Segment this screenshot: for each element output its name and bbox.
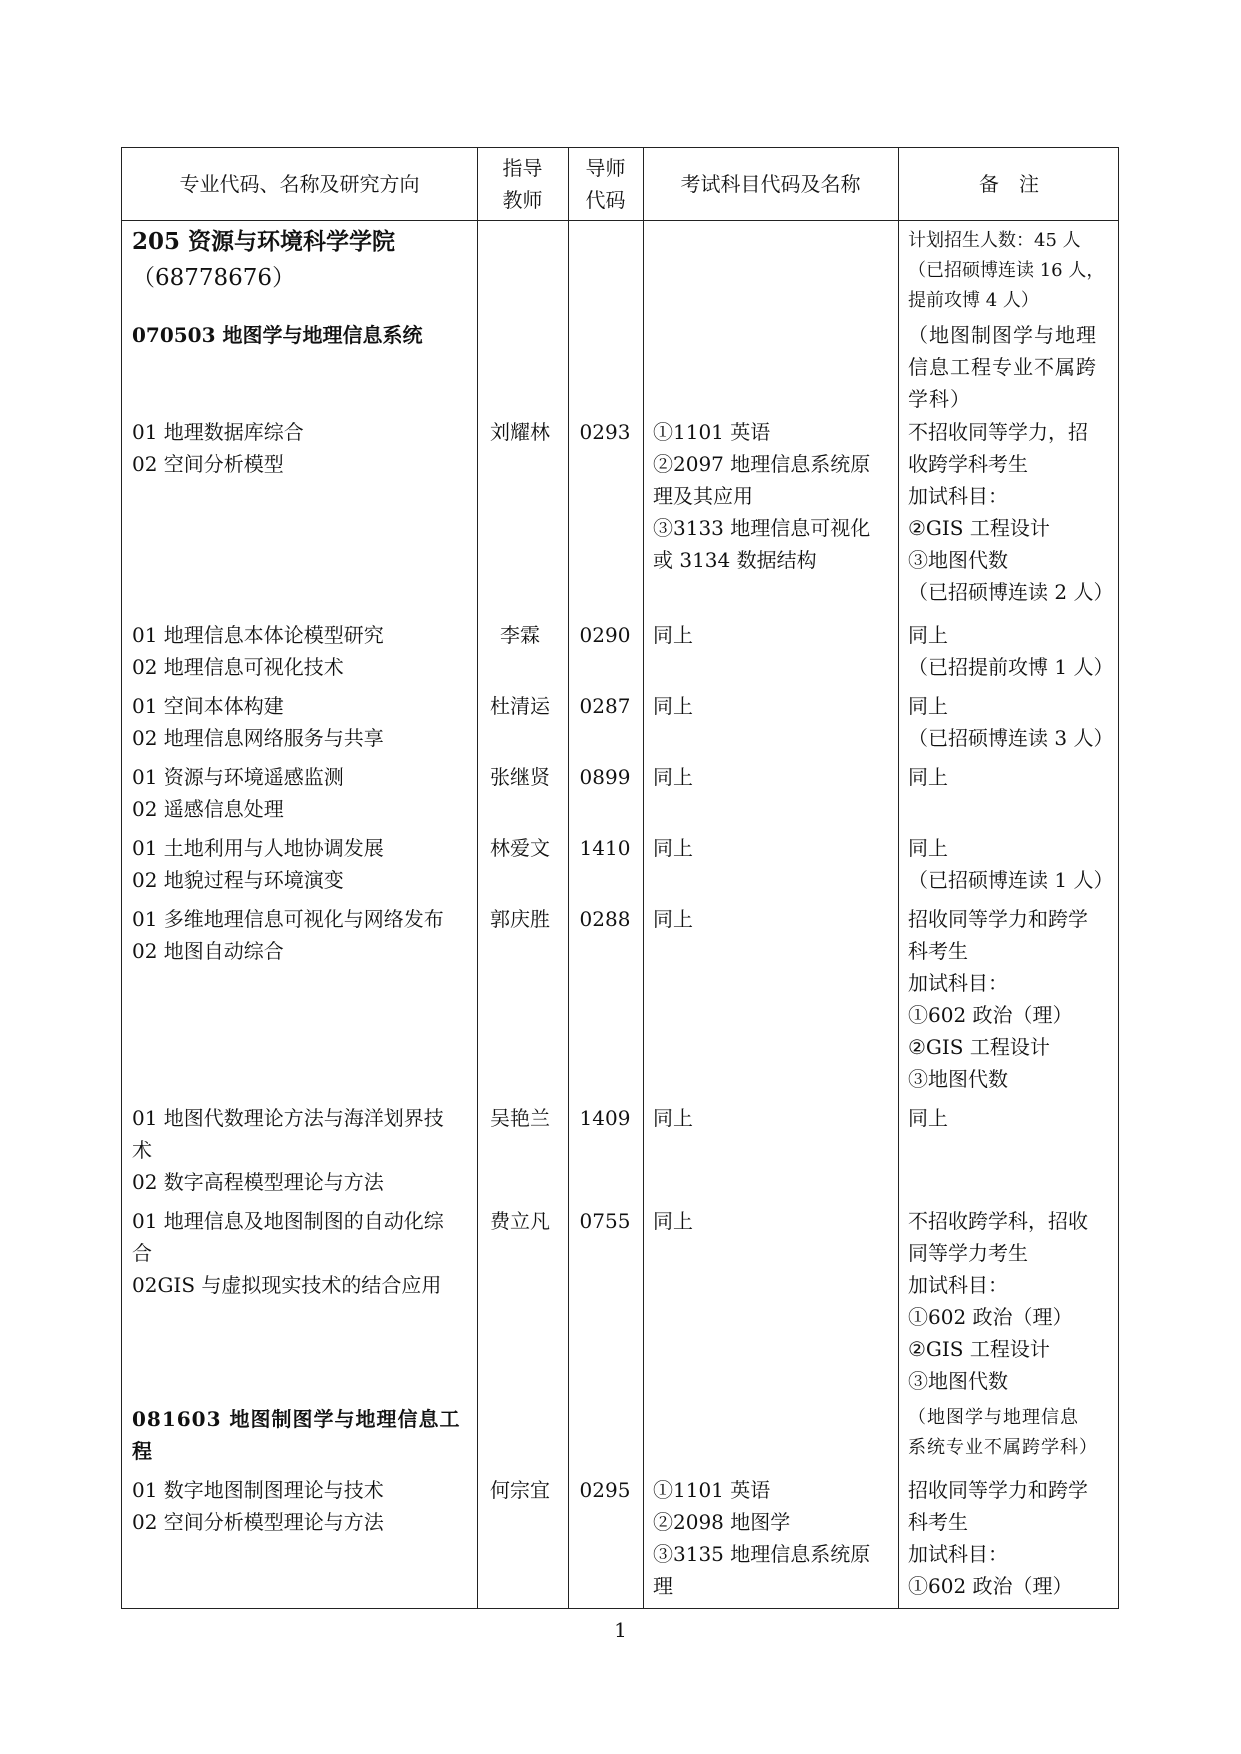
row-teacher: 杜清运 (490, 694, 550, 718)
row-teacher: 何宗宜 (490, 1478, 550, 1502)
row-remark: 同上 （已招硕博连读 1 人） (908, 836, 1114, 892)
row-teacher: 费立凡 (490, 1209, 550, 1233)
row-exams: 同上 (653, 1209, 693, 1233)
row-exams: ①1101 英语 ②2098 地图学 ③3135 地理信息系统原 理 (653, 1478, 871, 1598)
row-directions: 01 地理信息及地图制图的自动化综 合 02GIS 与虚拟现实技术的结合应用 (132, 1209, 444, 1297)
row-directions: 01 资源与环境遥感监测 02 遥感信息处理 (132, 765, 344, 821)
row-remark: 同上 （已招提前攻博 1 人） (908, 623, 1114, 679)
major-081603-note: （地图学与地理信息 系统专业不属跨学科） (908, 1407, 1098, 1458)
row-exams: 同上 (653, 1106, 693, 1130)
row-directions: 01 空间本体构建 02 地理信息网络服务与共享 (132, 694, 384, 750)
row-teacher-code: 1409 (579, 1106, 631, 1130)
row-remark: 不招收跨学科，招收 同等学力考生 加试科目： ①602 政治（理） ②GIS 工程设计 ③地图代数 (908, 1209, 1088, 1393)
row-exams: ①1101 英语 ②2097 地理信息系统原 理及其应用 ③3133 地理信息可视化 或 3134 数据结构 (653, 420, 871, 572)
row-exams: 同上 (653, 836, 693, 860)
row-teacher: 吴艳兰 (490, 1106, 550, 1130)
major-070503-note: （地图制图学与地理 信息工程专业不属跨 学科） (908, 323, 1097, 411)
column-divider (898, 148, 899, 1608)
row-directions: 01 土地利用与人地协调发展 02 地貌过程与环境演变 (132, 836, 384, 892)
row-exams: 同上 (653, 765, 693, 789)
header-remarks: 备 注 (979, 172, 1039, 196)
row-teacher-code: 0288 (579, 907, 631, 931)
header-divider (122, 220, 1118, 221)
row-teacher-code: 0899 (579, 765, 631, 789)
column-divider (643, 148, 644, 1608)
school-title: 205 资源与环境科学学院 (132, 228, 396, 255)
row-directions: 01 地图代数理论方法与海洋划界技 术 02 数字高程模型理论与方法 (132, 1106, 444, 1194)
row-teacher: 李霖 (500, 623, 540, 647)
row-teacher: 刘耀林 (490, 420, 550, 444)
row-teacher-code: 0295 (579, 1478, 631, 1502)
header-teacher: 指导 教师 (502, 156, 543, 212)
row-directions: 01 地理信息本体论模型研究 02 地理信息可视化技术 (132, 623, 384, 679)
page-number: 1 (614, 1618, 627, 1642)
row-teacher-code: 0293 (579, 420, 631, 444)
admissions-table (121, 147, 1119, 1609)
row-teacher-code: 1410 (579, 836, 631, 860)
school-quota-note: 计划招生人数：45 人 （已招硕博连读 16 人， 提前攻博 4 人） (908, 230, 1105, 311)
row-remark: 招收同等学力和跨学 科考生 加试科目： ①602 政治（理） (908, 1478, 1088, 1598)
major-081603-title: 081603 地图制图学与地理信息工 程 (132, 1407, 461, 1463)
row-directions: 01 数字地图制图理论与技术 02 空间分析模型理论与方法 (132, 1478, 384, 1534)
row-directions: 01 多维地理信息可视化与网络发布 02 地图自动综合 (132, 907, 444, 963)
row-teacher-code: 0290 (579, 623, 631, 647)
header-exams: 考试科目代码及名称 (680, 172, 861, 196)
row-teacher: 郭庆胜 (490, 907, 550, 931)
row-teacher: 张继贤 (490, 765, 550, 789)
row-teacher-code: 0755 (579, 1209, 631, 1233)
column-divider (477, 148, 478, 1608)
header-major: 专业代码、名称及研究方向 (179, 172, 420, 196)
row-exams: 同上 (653, 694, 693, 718)
row-remark: 招收同等学力和跨学 科考生 加试科目： ①602 政治（理） ②GIS 工程设计 ③地图代数 (908, 907, 1088, 1091)
row-remark: 不招收同等学力，招 收跨学科考生 加试科目： ②GIS 工程设计 ③地图代数 （已招硕博连读 2 人） (908, 420, 1114, 604)
row-remark: 同上 （已招硕博连读 3 人） (908, 694, 1114, 750)
header-teacher-code: 导师 代码 (585, 156, 626, 212)
row-remark: 同上 (908, 1106, 948, 1130)
column-divider (568, 148, 569, 1608)
row-exams: 同上 (653, 907, 693, 931)
row-remark: 同上 (908, 765, 948, 789)
school-phone: （68778676） (132, 265, 296, 291)
major-070503-title: 070503 地图学与地理信息系统 (132, 323, 423, 347)
row-teacher-code: 0287 (579, 694, 631, 718)
row-directions: 01 地理数据库综合 02 空间分析模型 (132, 420, 304, 476)
row-teacher: 林爱文 (490, 836, 550, 860)
row-exams: 同上 (653, 623, 693, 647)
